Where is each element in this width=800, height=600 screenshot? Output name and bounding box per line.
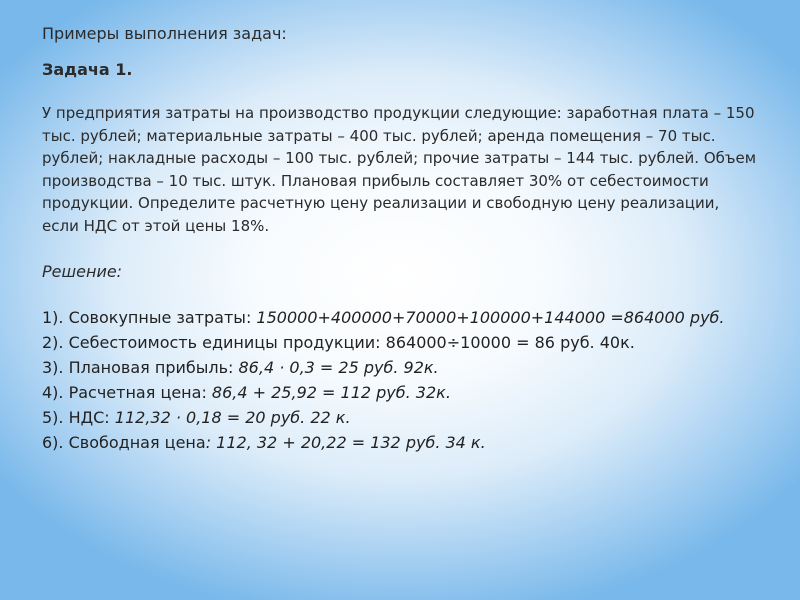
step-expression: : 112, 32 + 20,22 = 132 руб. 34 к. (205, 433, 486, 452)
solution-title: Решение: (42, 262, 123, 281)
task-statement (42, 102, 782, 237)
task-line: тыс. рублей; материальные затраты – 400 тыс. рублей; аренда помещения – 70 тыс. (42, 126, 716, 145)
task-line: продукции. Определите расчетную цену реализации и свободную цену реализации, (42, 194, 720, 212)
solution-steps (42, 305, 725, 455)
task-line: если НДС от этой цены 18%. (42, 216, 270, 235)
step-label: 3). Плановая прибыль: (42, 358, 239, 377)
step-expression: 150000+400000+70000+100000+144000 =864000 руб. (256, 308, 725, 327)
solution-step (42, 380, 725, 405)
step-label: 2). Себестоимость единицы продукции: 864000÷10000 = 86 руб. 40к. (42, 333, 635, 352)
step-expression: 86,4 · 0,3 = 25 руб. 92к. (238, 358, 439, 377)
slide-heading: Примеры выполнения задач: (42, 24, 287, 43)
step-label: 6). Свободная цена (42, 433, 206, 452)
step-label: 4). Расчетная цена: (42, 383, 212, 402)
solution-step (42, 430, 725, 455)
task-line: рублей; накладные расходы – 100 тыс. рублей; прочие затраты – 144 тыс. рублей. Объем (42, 149, 757, 167)
solution-step (42, 405, 725, 430)
task-title: Задача 1. (42, 60, 133, 79)
task-line: производства – 10 тыс. штук. Плановая прибыль составляет 30% от себестоимости (42, 171, 709, 190)
solution-step (42, 305, 725, 330)
step-expression: 86,4 + 25,92 = 112 руб. 32к. (211, 383, 451, 402)
solution-step (42, 330, 725, 355)
step-label: 1). Совокупные затраты: (42, 308, 257, 327)
step-expression: 112,32 · 0,18 = 20 руб. 22 к. (114, 408, 351, 427)
task-line: У предприятия затраты на производство продукции следующие: заработная плата – 150 (42, 104, 755, 122)
step-label: 5). НДС: (42, 408, 115, 427)
solution-step (42, 355, 725, 380)
